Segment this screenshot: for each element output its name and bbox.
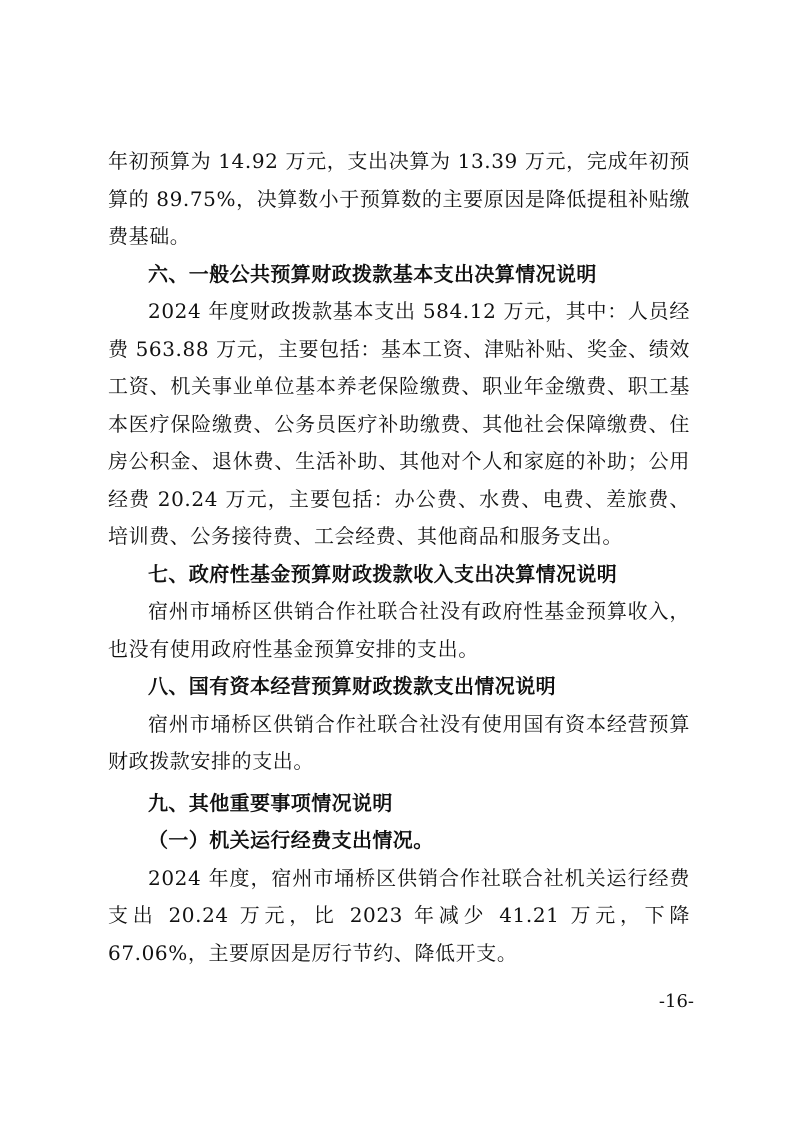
page-body <box>108 143 690 972</box>
paragraph-operating-expenses: 2024 年度，宿州市埇桥区供销合作社联合社机关运行经费支出 20.24 万元，比 2023 年减少 41.21 万元，下降 67.06%，主要原因是厉行节约、降低开支。 <box>108 865 690 965</box>
subsection-heading-9-1: （一）机关运行经费支出情况。 <box>148 828 434 852</box>
paragraph-basic-expenditure: 2024 年度财政拨款基本支出 584.12 万元，其中：人员经费 563.88 万元，主要包括：基本工资、津贴补贴、奖金、绩效工资、机关事业单位基本养老保险缴费、职业年金缴费、职工基本医疗保险缴费、公务员医疗补助缴费、其他社会保障缴费、住房公积金、退休费、生活补助、其他对个人和家庭的补助；公用经费 20.24 万元，主要包括：办公费、水费、电费、差旅费、培训费、公务接待费、工会经费、其他商品和服务支出。 <box>108 299 690 548</box>
paragraph-budget-completion: 年初预算为 14.92 万元，支出决算为 13.39 万元，完成年初预算的 89.75%，决算数小于预算数的主要原因是降低提租补贴缴费基础。 <box>108 149 690 248</box>
section-heading-9: 九、其他重要事项情况说明 <box>148 790 393 815</box>
section-heading-6: 六、一般公共预算财政拨款基本支出决算情况说明 <box>148 261 597 286</box>
paragraph-state-capital: 宿州市埇桥区供销合作社联合社没有使用国有资本经营预算财政拨款安排的支出。 <box>108 711 690 773</box>
section-heading-7: 七、政府性基金预算财政拨款收入支出决算情况说明 <box>148 561 618 586</box>
page-number: -16- <box>658 991 694 1012</box>
paragraph-government-fund: 宿州市埇桥区供销合作社联合社没有政府性基金预算收入，也没有使用政府性基金预算安排的支出。 <box>108 599 690 661</box>
section-heading-8: 八、国有资本经营预算财政拨款支出情况说明 <box>148 674 556 698</box>
